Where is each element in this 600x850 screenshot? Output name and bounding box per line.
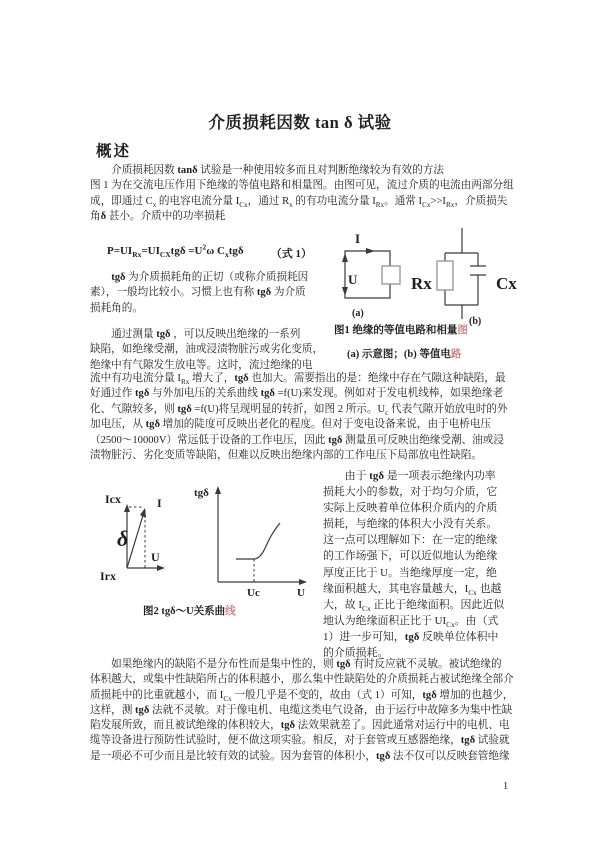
text-line: 体积越大，或集中性缺陷所占的体积越小，那么集中性缺陷处的介质损耗占被试绝缘全部介 [90, 674, 514, 686]
fig2-u-phasor-label: U [151, 550, 160, 564]
text-line: 绝缘中有气隙发生放电等。这时，流过绝缘的电 [90, 359, 313, 371]
fig2-icx-arrow-icon [124, 504, 130, 512]
text-line: 如果绝缘内的缺陷不是分布性而是集中性的，则 tgδ 有时反应就不灵敏。被试绝缘的 [90, 659, 502, 670]
text-line: 损耗，与绝缘的体积大小没有关系。 [323, 518, 498, 531]
figure2-caption-text: 图2 tgδ～U关系曲 [143, 606, 226, 617]
figure1-caption-text: 图1 绝缘的等值电路和相量 [334, 325, 458, 336]
formula-tag: （式 1） [270, 248, 312, 260]
text-line: 陷发展所致，而且被试绝缘的体积较大，tgδ 法效果就差了。因此通常对运行中的电机、电 [90, 720, 510, 732]
fig1b-part-label: (b) [469, 316, 482, 327]
fig1a-voltage-down-arrow-icon [342, 287, 348, 296]
section-heading: 概述 [96, 143, 132, 160]
paragraph-measurement [90, 327, 323, 373]
figure1-subcaption-pink-char: 路 [450, 349, 462, 360]
text-line: 缆等设备进行预防性试验时，便不做这项实验。相反，对于套管或互感器绝缘，tgδ 试验就 [90, 735, 510, 747]
text-line: 的工作场强下，可以近似地认为绝缘 [323, 550, 498, 563]
fig1b-cx-label: Cx [496, 274, 517, 293]
fig1b-resistor-box [437, 261, 453, 290]
fig1a-voltage-up-arrow-icon [342, 253, 348, 262]
figure1-subcaption [347, 346, 461, 361]
figure2-phasor-and-curve-diagram [95, 480, 311, 602]
page-title: 介质损耗因数 tan δ 试验 [208, 113, 392, 132]
fig1a-current-arrow-icon [366, 248, 375, 254]
text-line: 损耗角的。 [90, 302, 143, 314]
fig2-u-arrow-icon [157, 565, 165, 571]
text-line: tgδ 为介质损耗角的正切（或称介质损耗因 [111, 272, 309, 283]
text-line: 图 1 为在交流电压作用下绝缘的等值电路和相量图。由图可见，流过介质的电流由两部分组 [90, 180, 514, 192]
text-line: 1）进一步可知，tgδ 反映单位体积中 [323, 630, 499, 643]
formula-expression: $P=UI_{Rx}=UI_{CX}tg\delta =U^2\omega$ $C_xtg\delta$ [107, 242, 244, 260]
fig2-current-phasor [127, 512, 144, 568]
text-line: 渍物脏污、劣化变质等缺陷，但难以反映出绝缘内部的工作电压下局部放电性缺陷。 [90, 450, 482, 462]
text-line: 角δ 甚小。介质中的功率损耗 [90, 210, 226, 222]
paragraph-intro [90, 163, 514, 224]
text-line: （2500～10000V）常远低于设备的工作电压，因此 tgδ 测量虽可反映出绝缘受潮、油或浸 [90, 434, 504, 446]
fig2-uc-label: Uc [247, 587, 260, 599]
figure1-caption [334, 322, 468, 337]
fig1b-rx-label: Rx [411, 274, 432, 293]
formula-line [90, 242, 312, 261]
text-line: 流中有功电流分量 $I_{Rx}$ 增大了，tgδ 也加大。需要指出的是：绝缘中存在气隙这种缺陷，最 [90, 373, 506, 387]
text-line: 的介质损耗。 [323, 647, 389, 660]
figure1-subcaption-text: (a) 示意图；(b) 等值电 [347, 349, 451, 360]
paragraph-right-column [323, 468, 504, 661]
text-line: 素），一般均比较小。习惯上也有称 tgδ 为介质 [90, 287, 306, 299]
text-line: 这样，测 tgδ 法就不灵敏。对于像电机、电缆这类电气设备，由于运行中故障多为集中性缺 [90, 704, 513, 716]
text-line: 质损耗中的比重就越小，而 $I_{Cx}$ 一般几乎是不变的，故由（式 1）可知，tgδ 增加的也越少， [90, 689, 514, 703]
fig1a-part-label: (a) [352, 308, 364, 319]
fig2-irx-label: Irx [100, 569, 116, 583]
fig2-icx-label: Icx [105, 492, 121, 506]
text-line: 加电压，从 tgδ 增加的陡度可反映出老化的程度。但对于变电设备来说，由于电桥电压 [90, 419, 492, 431]
text-line: 这一点可以理解如下：在一定的绝缘 [323, 534, 498, 547]
fig1a-voltage-label: U [348, 272, 358, 287]
text-line: 地认为绝缘面积正比于 $UI_{Cx}$。由（式 [323, 614, 499, 630]
text-line: 损耗大小的参数，对于均匀介质，它 [323, 486, 498, 499]
text-line: 是一项必不可少而且是比较有效的试验。因为套管的体积小，tgδ 法不仅可以反映套管绝缘 [90, 750, 510, 762]
text-line: 厚度正比于 U。当绝缘厚度一定，绝 [323, 566, 497, 579]
fig2-tgd-axis-label: tgδ [194, 487, 209, 499]
page-number: 1 [503, 781, 509, 792]
fig2-curve-y-arrow-icon [215, 486, 221, 494]
figure1-caption-pink-char: 图 [457, 325, 468, 336]
text-line: 由于 tgδ 是一项表示绝缘内功率 [323, 470, 496, 482]
text-line: 实际上反映着单位体积介质内的介质 [323, 502, 498, 515]
fig2-i-label: I [157, 496, 162, 510]
paragraph-tg-definition [90, 270, 308, 316]
fig1b-capacitor-plates-icon [470, 266, 486, 275]
paragraph-bottom [90, 657, 514, 764]
fig2-curve-x-arrow-icon [299, 579, 307, 585]
text-line: 大，故 $I_{Cx}$ 正比于绝缘面积。因此近似 [323, 598, 505, 613]
fig2-tgd-curve [236, 523, 280, 559]
text-line: 好通过作 tgδ 与外加电压的关系曲线 tgδ =f(U)来发现。例如对于发电机线棒，如果绝缘老 [90, 388, 504, 400]
figure2-caption-pink-char: 线 [225, 606, 236, 617]
text-line: 通过测量 tgδ ，可以反映出绝缘的一系列 [90, 329, 301, 340]
text-line: 化、气隙较多，则 tgδ =f(U)将呈现明显的转折，如图 2 所示。$U_c$ 代表气隙开始放电时的外 [90, 403, 508, 417]
fig1a-current-label: I [355, 231, 361, 246]
figure2-caption [143, 603, 236, 618]
text-line: 介质损耗因数 tanδ 试验是一种使用较多而且对判断绝缘较为有效的方法 [90, 165, 444, 176]
paragraph-full-width [90, 371, 508, 463]
text-line: 缺陷，如绝缘受潮，油或浸渍物脏污或劣化变质， [90, 344, 324, 356]
text-line: 缘面积越大，其电容量越大，$I_{Cx}$ 也越 [323, 582, 502, 597]
fig2-delta-label: δ [117, 526, 129, 551]
fig1a-component-box [382, 266, 400, 284]
figure1-equivalent-circuit-diagram [337, 226, 559, 328]
text-line: 成，即通过 $C_x$ 的电容电流分量 $I_{Cx}$，通过 $R_x$ 的有功电流分量 $I_{Rx}$。通常 $I_{Cx}>>I_{Rx}$，介质损失 [90, 195, 508, 209]
fig2-u-axis-label: U [297, 587, 305, 599]
